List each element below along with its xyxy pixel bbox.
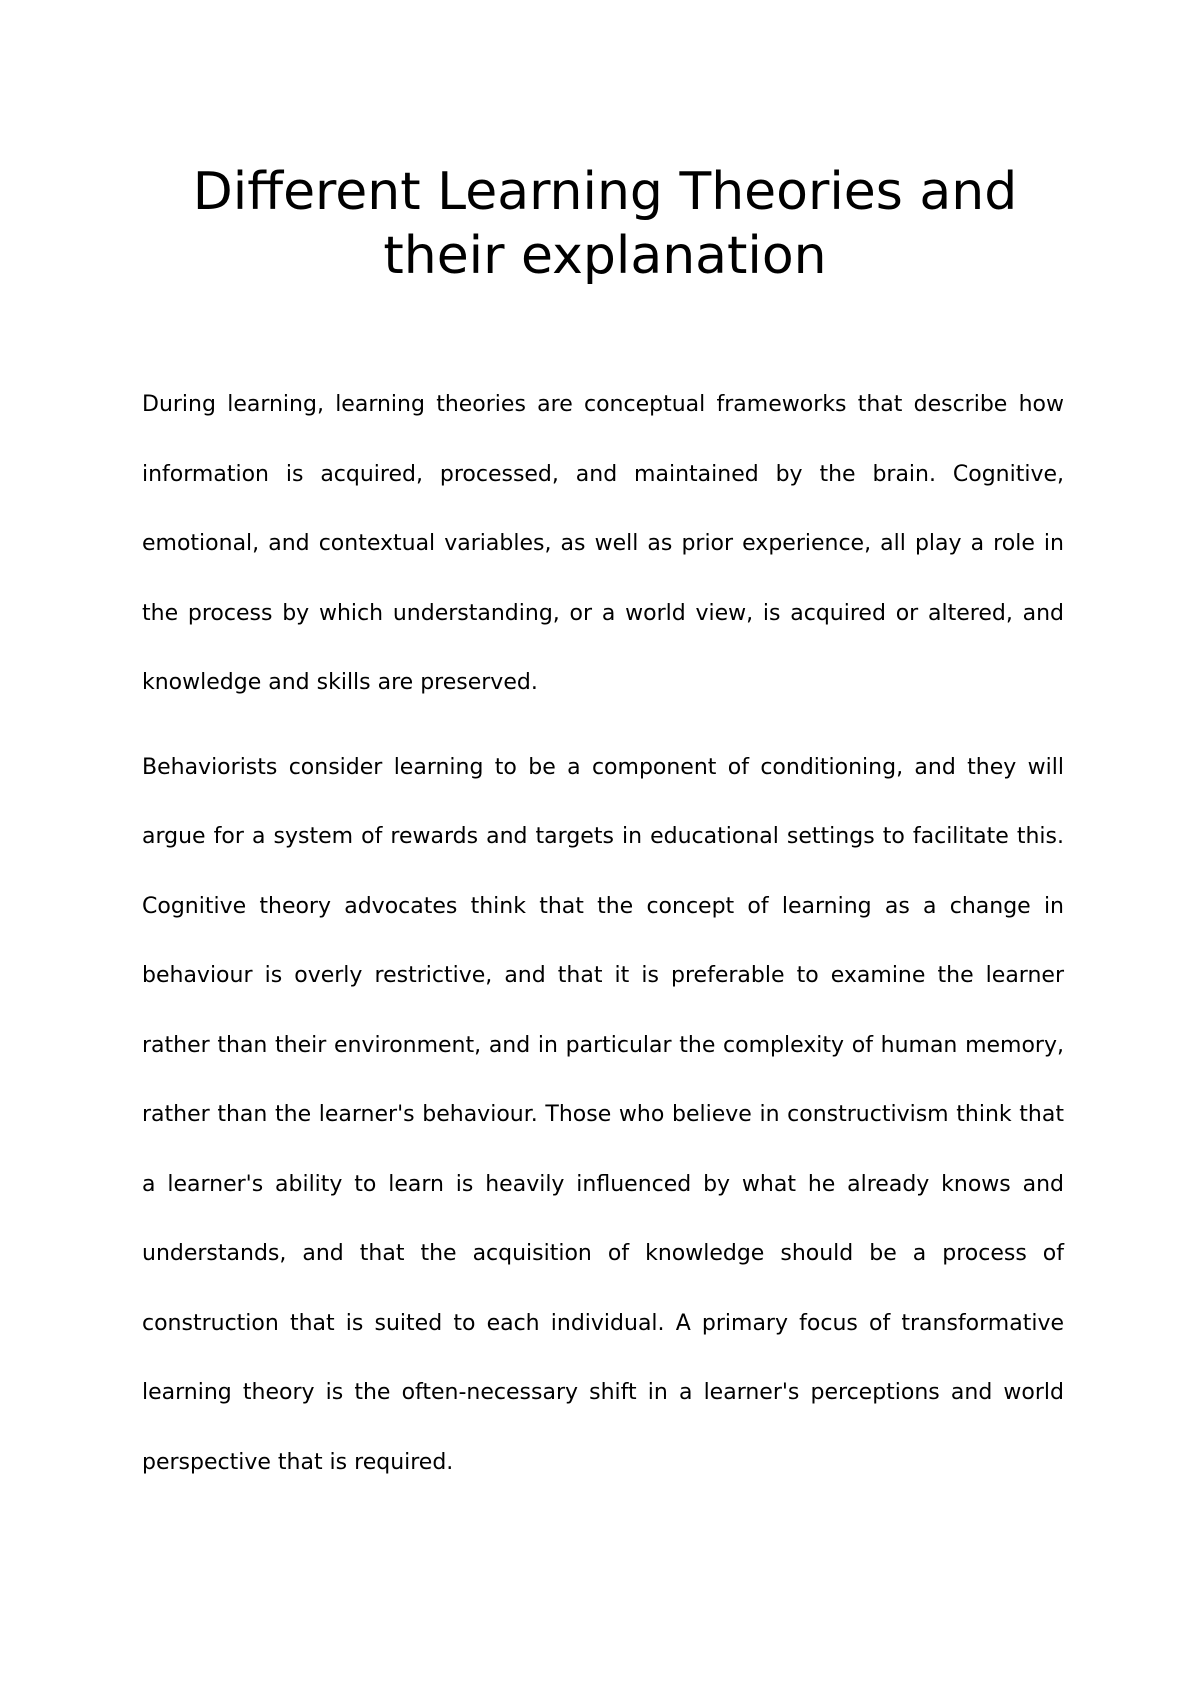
document-title: Different Learning Theories and their explanation	[192, 162, 1018, 286]
document-body	[142, 370, 1064, 1512]
paragraph-learning-theories-intro: During learning, learning theories are conceptual frameworks that describe how information is acquired, processed, and maintained by the brain. Cognitive, emotional, and contextual variables, as well as prior experience, all play a role in the process by which understanding, or a world view, is acquired or altered, and knowledge and skills are preserved.	[142, 392, 1064, 695]
paragraph-theory-comparison: Behaviorists consider learning to be a component of conditioning, and they will argue for a system of rewards and targets in educational settings to facilitate this. Cognitive theory advocates think that the concept of learning as a change in behaviour is overly restrictive, and that it is preferable to examine the learner rather than their environment, and in particular the complexity of human memory, rather than the learner's behaviour. Those who believe in constructivism think that a learner's ability to learn is heavily influenced by what he already knows and understands, and that the acquisition of knowledge should be a process of construction that is suited to each individual. A primary focus of transformative learning theory is the often-necessary shift in a learner's perceptions and world perspective that is required.	[142, 754, 1064, 1475]
